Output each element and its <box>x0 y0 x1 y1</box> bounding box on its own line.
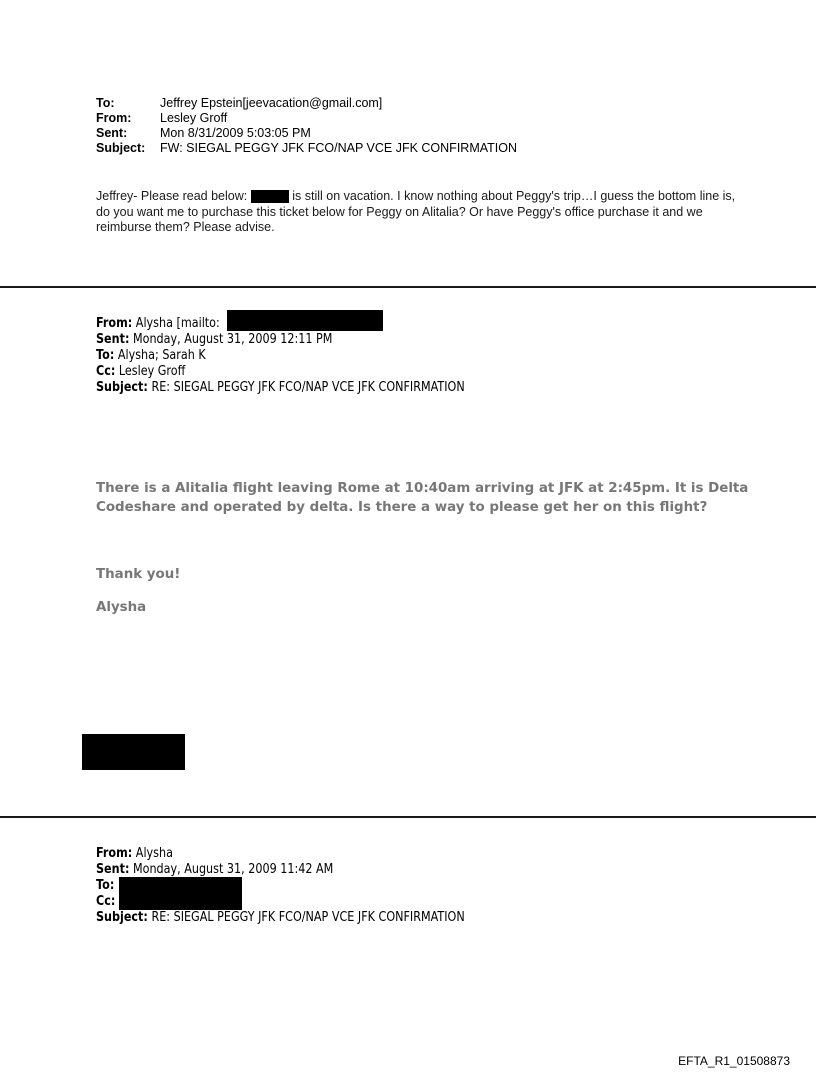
cc-label: Cc: <box>96 894 116 909</box>
to-label: To: <box>96 878 115 893</box>
subject-label: Subject: <box>96 141 146 155</box>
separator-line <box>0 816 816 818</box>
document-id: EFTA_R1_01508873 <box>678 1054 790 1068</box>
redaction-box <box>82 734 185 770</box>
sent-label: Sent: <box>96 862 130 877</box>
signature: Alysha <box>96 600 147 615</box>
email2-subject-row <box>96 380 465 396</box>
email3-sent-row <box>96 862 465 878</box>
email3-from-row <box>96 846 465 862</box>
from-label: From: <box>96 111 132 125</box>
cc-label: Cc: <box>96 364 116 379</box>
subject-label: Subject: <box>96 380 148 395</box>
email2-message <box>96 479 796 517</box>
email1-to-row <box>96 96 517 111</box>
email2-sent-row <box>96 332 465 348</box>
email2-cc-row <box>96 364 465 380</box>
to-label: To: <box>96 96 115 110</box>
separator-line <box>0 286 816 288</box>
subject-label: Subject: <box>96 910 148 925</box>
message-line: Codeshare and operated by delta. Is there a way to please get her on this flight? <box>96 500 708 515</box>
to-value: Jeffrey Epstein[jeevacation@gmail.com] <box>160 96 383 110</box>
subject-value: FW: SIEGAL PEGGY JFK FCO/NAP VCE JFK CONFIRMATION <box>160 141 517 155</box>
message-line: There is a Alitalia flight leaving Rome at 10:40am arriving at JFK at 2:45pm. It is Delta <box>96 481 749 496</box>
sent-label: Sent: <box>96 126 128 140</box>
body-text-start: Jeffrey- Please read below: <box>96 189 248 203</box>
email1-header <box>96 96 517 156</box>
email1-subject-row <box>96 141 517 156</box>
to-label: To: <box>96 348 115 363</box>
email1-body <box>96 189 736 236</box>
from-label: From: <box>96 846 133 861</box>
from-value: Lesley Groff <box>160 111 228 125</box>
email3-subject-row <box>96 910 465 926</box>
sent-label: Sent: <box>96 332 130 347</box>
sent-value: Mon 8/31/2009 5:03:05 PM <box>160 126 311 140</box>
redaction-box <box>227 310 383 331</box>
email1-from-row <box>96 111 517 126</box>
sent-value: Monday, August 31, 2009 11:42 AM <box>132 862 334 877</box>
cc-value: Lesley Groff <box>118 364 186 379</box>
redaction-box <box>251 190 289 203</box>
from-label: From: <box>96 316 133 331</box>
thanks-text: Thank you! <box>96 567 181 582</box>
from-value: Alysha <box>135 846 173 861</box>
sent-value: Monday, August 31, 2009 12:11 PM <box>132 332 333 347</box>
subject-value: RE: SIEGAL PEGGY JFK FCO/NAP VCE JFK CONFIRMATION <box>151 910 465 925</box>
from-value: Alysha [mailto: <box>135 316 220 331</box>
body-text-rest: is still on vacation. I know nothing about Peggy's trip…I guess the bottom line is, do you want me to purchase this ticket below for Peggy on Alitalia? Or have Peggy's office purchase it and we reimburse them? Please advise. <box>96 189 736 234</box>
email2-to-row <box>96 348 465 364</box>
subject-value: RE: SIEGAL PEGGY JFK FCO/NAP VCE JFK CONFIRMATION <box>151 380 465 395</box>
redaction-box <box>119 877 242 910</box>
email1-sent-row <box>96 126 517 141</box>
to-value: Alysha; Sarah K <box>117 348 206 363</box>
